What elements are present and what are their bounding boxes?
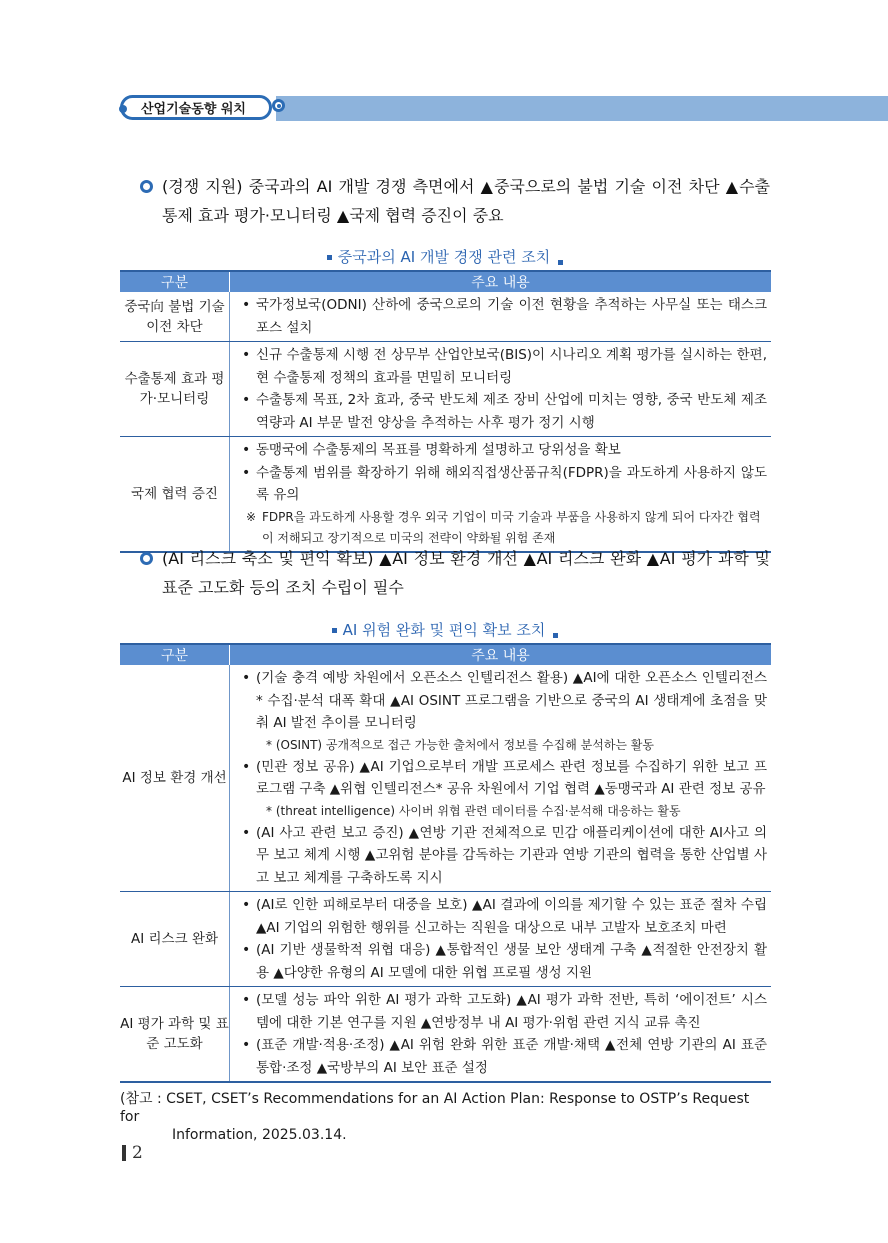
- page-number-text: 2: [132, 1143, 143, 1163]
- reference: [120, 1090, 770, 1144]
- section2-text: (AI 리스크 축소 및 편익 확보) ▲AI 정보 환경 개선 ▲AI 리스크 완화 ▲AI 평가 과학 및 표준 고도화 등의 조치 수립이 필수: [162, 549, 770, 597]
- note-mark: ※: [246, 509, 257, 524]
- header-knob-icon: [272, 99, 285, 112]
- list-item: • (기술 충격 예방 차원에서 오픈소스 인텔리전스 활용) ▲AI에 대한 오픈소스 인텔리전스* 수집·분석 대폭 확대 ▲AI OSINT 프로그램을 기반으로 중국의 AI 생태계에 초점을 맞춰 AI 발전 추이를 모니터링: [236, 667, 767, 735]
- col-header-category: 구분: [120, 644, 230, 665]
- header-title: 산업기술동향 워치: [141, 102, 246, 117]
- table-header-row: [120, 644, 771, 665]
- table2-caption-text: AI 위험 완화 및 편익 확보 조치: [342, 621, 546, 639]
- list-item: • 수출통제 목표, 2차 효과, 중국 반도체 제조 장비 산업에 미치는 영향, 중국 반도체 제조 역량과 AI 부문 발전 양상을 추적하는 사후 평가 정기 시행: [236, 389, 767, 434]
- row-category: 수출통제 효과 평가·모니터링: [120, 342, 230, 437]
- section2-paragraph: [140, 544, 770, 602]
- col-header-category: 구분: [120, 271, 230, 292]
- list-item: • 동맹국에 수출통제의 목표를 명확하게 설명하고 당위성을 확보: [236, 439, 767, 462]
- table2: [120, 643, 771, 1083]
- table-row: [120, 665, 771, 892]
- list-item: • (AI로 인한 피해로부터 대중을 보호) ▲AI 결과에 이의를 제기할 수 있는 표준 절차 수립 ▲AI 기업의 위험한 행위를 신고하는 직원을 대상으로 내부 고발자 보호조치 마련: [236, 894, 767, 939]
- square-marker-icon: [332, 628, 337, 633]
- row-category: AI 리스크 완화: [120, 892, 230, 987]
- square-marker-icon: [558, 260, 563, 265]
- table-row: [120, 292, 771, 342]
- list-item: • (AI 사고 관련 보고 증진) ▲연방 기관 전체적으로 민감 애플리케이션에 대한 AI사고 의무 보고 체계 시행 ▲고위험 분야를 감독하는 기관과 연방 기관의 협력을 통한 산업별 사고 보고 체계를 구축하도록 지시: [236, 822, 767, 890]
- reference-line: Information, 2025.03.14.: [172, 1127, 347, 1143]
- list-item: • (민관 정보 공유) ▲AI 기업으로부터 개발 프로세스 관련 정보를 수집하기 위한 보고 프로그램 구축 ▲위협 인텔리전스* 공유 차원에서 기업 협력 ▲동맹국과 AI 관련 정보 공유: [236, 756, 767, 801]
- square-marker-icon: [553, 633, 558, 638]
- list-item: • 수출통제 범위를 확장하기 위해 해외직접생산품규칙(FDPR)을 과도하게 사용하지 않도록 유의: [236, 462, 767, 507]
- header-title-pill: [120, 95, 272, 120]
- table-row: [120, 437, 771, 552]
- table2-caption: [120, 619, 770, 640]
- section1-paragraph: [140, 172, 770, 230]
- page-bar-icon: [122, 1145, 126, 1161]
- row-category: 중국向 불법 기술이전 차단: [120, 292, 230, 342]
- table1-caption: [120, 246, 770, 267]
- list-item: • (AI 기반 생물학적 위협 대응) ▲통합적인 생물 보안 생태계 구축 ▲적절한 안전장치 활용 ▲다양한 유형의 AI 모델에 대한 위협 프로필 생성 지원: [236, 939, 767, 984]
- row-category: AI 정보 환경 개선: [120, 665, 230, 892]
- footnote: [236, 507, 767, 549]
- list-item: • 신규 수출통제 시행 전 상무부 산업안보국(BIS)이 시나리오 계획 평가를 실시하는 한편, 현 수출통제 정책의 효과를 면밀히 모니터링: [236, 344, 767, 389]
- section1-text: (경쟁 지원) 중국과의 AI 개발 경쟁 측면에서 ▲중국으로의 불법 기술 이전 차단 ▲수출통제 효과 평가·모니터링 ▲국제 협력 증진이 중요: [162, 177, 770, 225]
- circle-bullet-icon: [140, 180, 153, 193]
- list-item: • (모델 성능 파악 위한 AI 평가 과학 고도화) ▲AI 평가 과학 전반, 특히 ‘에이전트’ 시스템에 대한 기본 연구를 지원 ▲연방정부 내 AI 평가·위험 관련 지식 교류 촉진: [236, 989, 767, 1034]
- circle-bullet-icon: [140, 552, 153, 565]
- table-header-row: [120, 271, 771, 292]
- list-item: • (표준 개발·적용·조정) ▲AI 위험 완화 위한 표준 개발·채택 ▲전체 연방 기관의 AI 표준 통합·조정 ▲국방부의 AI 보안 표준 설정: [236, 1034, 767, 1079]
- row-category: AI 평가 과학 및 표준 고도화: [120, 987, 230, 1083]
- table1: [120, 270, 771, 553]
- list-item: • 국가정보국(ODNI) 산하에 중국으로의 기술 이전 현황을 추적하는 사무실 또는 태스크포스 설치: [236, 294, 767, 339]
- square-marker-icon: [327, 255, 332, 260]
- footnote: * (OSINT) 공개적으로 접근 가능한 출처에서 정보를 수집해 분석하는 활동: [266, 737, 654, 752]
- header-dot-icon: [119, 105, 127, 113]
- table-row: [120, 342, 771, 437]
- table-row: [120, 892, 771, 987]
- header-band: [276, 96, 888, 121]
- table1-caption-text: 중국과의 AI 개발 경쟁 관련 조치: [337, 248, 551, 266]
- page-number: [122, 1143, 143, 1163]
- col-header-content: 주요 내용: [230, 644, 772, 665]
- table-row: [120, 987, 771, 1083]
- note-text: FDPR을 과도하게 사용할 경우 외국 기업이 미국 기술과 부품을 사용하지 않게 되어 다자간 협력이 저해되고 장기적으로 미국의 전략이 약화될 위험 존재: [262, 509, 761, 545]
- reference-line: (참고 : CSET, CSET’s Recommendations for an AI Action Plan: Response to OSTP’s Request for: [120, 1091, 750, 1125]
- row-category: 국제 협력 증진: [120, 437, 230, 552]
- footnote: * (threat intelligence) 사이버 위협 관련 데이터를 수집·분석해 대응하는 활동: [266, 803, 681, 818]
- col-header-content: 주요 내용: [230, 271, 772, 292]
